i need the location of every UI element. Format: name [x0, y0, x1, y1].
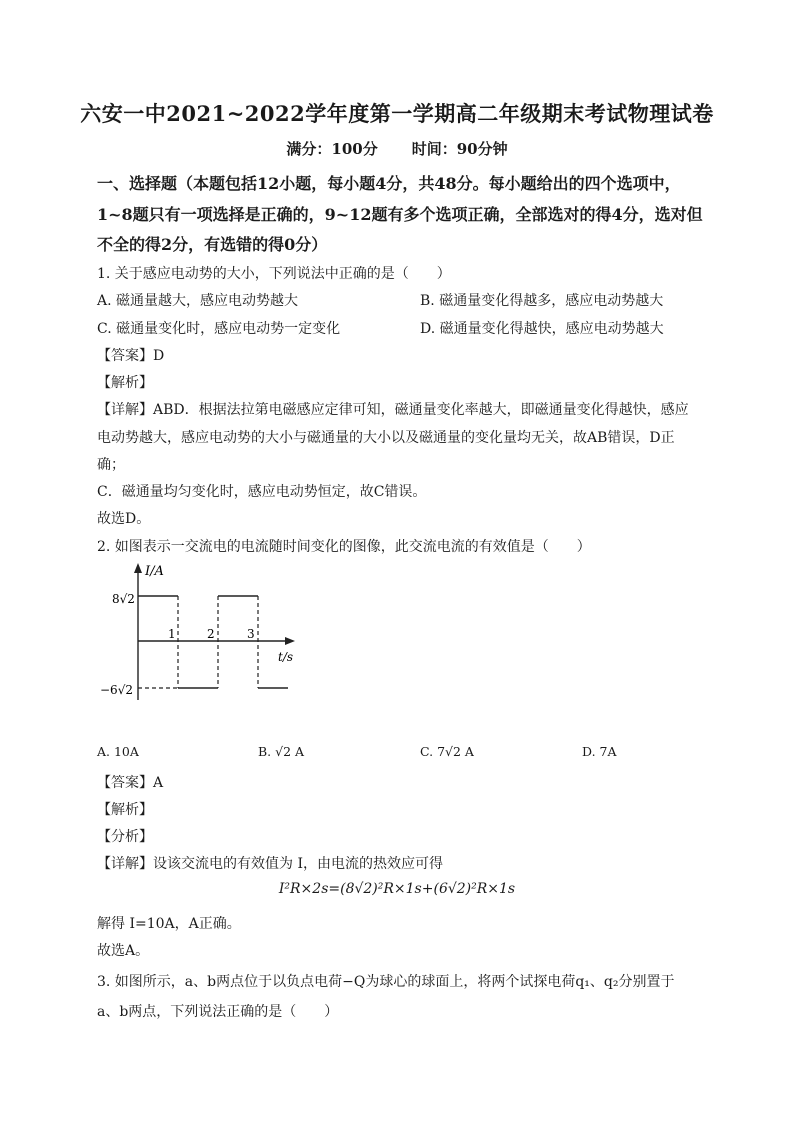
y-axis-label: I/A: [145, 564, 164, 579]
neg-value-label: −6√2: [100, 683, 133, 697]
q2-detail-line2: 解得 I=10A，A正确。: [97, 916, 241, 932]
tick-1: 1: [168, 627, 176, 641]
q2-detail-line1: 【详解】设该交流电的有效值为 I，由电流的热效应可得: [97, 856, 443, 872]
section-heading-line1: 一、选择题（本题包括12小题，每小题4分，共48分。每小题给出的四个选项中，: [97, 174, 681, 193]
q2-option-c: C. 7√2 A: [420, 744, 474, 759]
q1-detail-line1: 【详解】ABD．根据法拉第电磁感应定律可知，磁通量变化率越大，即磁通量变化得越快，感应: [97, 402, 689, 418]
q1-detail-line2: 电动势越大，感应电动势的大小与磁通量的大小以及磁通量的变化量均无关，故AB错误，D正: [97, 430, 675, 446]
q1-option-b: B. 磁通量变化得越多，感应电动势越大: [420, 293, 664, 309]
q3-stem-line1: 3. 如图所示，a、b两点位于以负点电荷−Q为球心的球面上，将两个试探电荷q₁、q₂分别置于: [97, 974, 675, 990]
q2-current-graph: [95, 558, 315, 708]
x-axis-label: t/s: [278, 650, 294, 664]
q1-option-a: A. 磁通量越大，感应电动势越大: [97, 293, 299, 309]
q1-option-d: D. 磁通量变化得越快，感应电动势越大: [420, 321, 664, 337]
y-axis-arrow: [134, 563, 142, 573]
q1-conclusion: 故选D。: [97, 511, 151, 527]
q2-analysis: 【解析】: [97, 802, 153, 818]
q1-detail-line3: 确；: [97, 457, 125, 473]
q1-option-c: C. 磁通量变化时，感应电动势一定变化: [97, 321, 341, 337]
q2-option-d: D. 7A: [582, 744, 617, 759]
q1-stem: 1. 关于感应电动势的大小，下列说法中正确的是（ ）: [97, 266, 451, 282]
tick-3: 3: [247, 627, 255, 641]
x-axis-arrow: [285, 637, 295, 645]
page-title: 六安一中2021~2022学年度第一学期高二年级期末考试物理试卷: [80, 101, 714, 126]
full-score: 满分：100分: [286, 140, 378, 158]
q2-fenxi: 【分析】: [97, 829, 153, 845]
q1-answer: 【答案】D: [97, 348, 165, 364]
q1-detail-line4: C．磁通量均匀变化时，感应电动势恒定，故C错误。: [97, 484, 427, 500]
exam-time: 时间：90分钟: [411, 140, 508, 158]
exam-meta: [0, 138, 794, 159]
section-heading-line2: 1~8题只有一项选择是正确的，9~12题有多个选项正确，全部选对的得4分，选对但: [97, 205, 703, 224]
q2-option-a: A. 10A: [97, 744, 139, 759]
q2-conclusion: 故选A。: [97, 943, 150, 959]
tick-2: 2: [207, 627, 215, 641]
pos-value-label: 8√2: [112, 592, 135, 606]
section-heading-line3: 不全的得2分，有选错的得0分）: [97, 235, 328, 254]
q2-stem: 2. 如图表示一交流电的电流随时间变化的图像，此交流电流的有效值是（ ）: [97, 539, 591, 555]
q2-option-b: B. √2 A: [258, 744, 305, 759]
q3-stem-line2: a、b两点，下列说法正确的是（ ）: [97, 1004, 339, 1020]
q2-answer: 【答案】A: [97, 775, 164, 791]
q1-analysis: 【解析】: [97, 375, 153, 391]
q2-equation: I²R×2s=(8√2)²R×1s+(6√2)²R×1s: [278, 881, 516, 897]
